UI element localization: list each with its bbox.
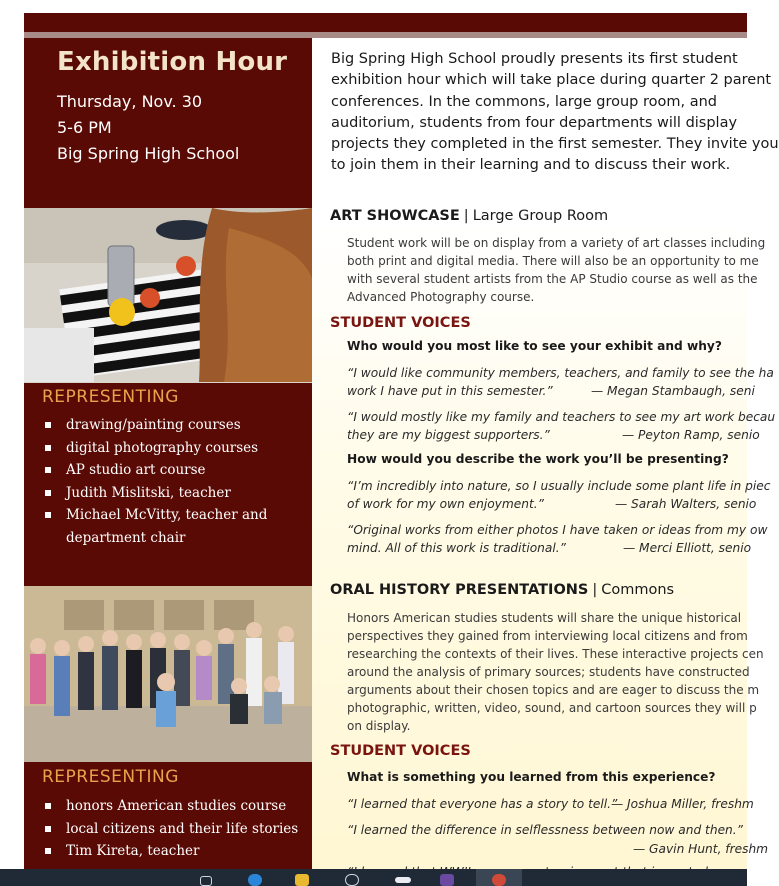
quote-text: “I learned that everyone has a story to tell.” (347, 797, 618, 811)
quote-attribution: — Gavin Hunt, freshm (633, 842, 769, 856)
list-item: local citizens and their life stories (42, 818, 304, 841)
separator: | (592, 582, 598, 598)
quote-text: work I have put in this semester.” (347, 384, 553, 398)
art-voices-heading: STUDENT VOICES (330, 315, 471, 331)
body-line: with several student artists from the AP Studio course as well as the (347, 272, 758, 286)
art-class-illustration (24, 208, 312, 382)
oral-section-place: Commons (601, 582, 675, 598)
body-line: perspectives they gained from interviewing local citizens and from (347, 629, 748, 643)
quote-attribution: — Peyton Ramp, senio (622, 428, 760, 442)
oral-section-title: ORAL HISTORY PRESENTATIONS (330, 582, 589, 598)
body-line: arguments about their chosen topics and are eager to discuss the m (347, 683, 760, 697)
event-date: Thursday, Nov. 30 (57, 92, 203, 111)
body-line: on display. (347, 719, 411, 733)
body-line: around the analysis of primary sources; students have constructed (347, 665, 750, 679)
body-line: Advanced Photography course. (347, 290, 535, 304)
title-block (24, 38, 312, 208)
list-item: digital photography courses (42, 437, 304, 460)
intro-line: to join them in their learning and to discuss their work. (331, 157, 731, 174)
list-item: drawing/painting courses (42, 414, 304, 437)
left-sidebar (24, 38, 312, 886)
body-line: Honors American studies students will share the unique historical (347, 611, 742, 625)
task-view-icon[interactable] (200, 876, 212, 886)
edge-browser-icon[interactable] (248, 874, 262, 886)
main-content (312, 38, 779, 886)
rep1-list (42, 414, 304, 549)
separator: | (463, 208, 469, 224)
quote-text: “I would mostly like my family and teachers to see my art work becau (347, 410, 776, 424)
file-explorer-icon[interactable] (295, 874, 309, 886)
quote-text: “I’m incredibly into nature, so I usually include some plant life in piec (347, 479, 771, 493)
oral-question-1: What is something you learned from this experience? (347, 770, 716, 784)
intro-line: exhibition hour which will take place during quarter 2 parent (331, 72, 772, 89)
quote-attribution: — Joshua Miller, freshm (611, 797, 754, 811)
rep2-heading: REPRESENTING (42, 767, 179, 787)
body-line: both print and digital media. There will also be an opportunity to me (347, 254, 759, 268)
event-location: Big Spring High School (57, 144, 240, 163)
art-section-body (347, 234, 765, 306)
quote-text: “Original works from either photos I have taken or ideas from my ow (347, 523, 768, 537)
group-photo (24, 586, 312, 762)
quote-text: “I learned the difference in selflessness between now and then.” (347, 823, 743, 837)
intro-line: projects they completed in the first semester. They invite you (331, 136, 779, 153)
art-section-heading (330, 208, 608, 224)
quote-attribution: — Megan Stambaugh, seni (591, 384, 755, 398)
quote-sarah (347, 477, 771, 513)
art-section-place: Large Group Room (472, 208, 609, 224)
event-time: 5-6 PM (57, 118, 112, 137)
active-app-icon[interactable] (492, 874, 506, 886)
intro-line: conferences. In the commons, large group room, and (331, 93, 717, 110)
intro-paragraph (331, 49, 779, 177)
rep1-heading: REPRESENTING (42, 387, 179, 407)
quote-text: of work for my own enjoyment.” (347, 497, 544, 511)
quote-joshua (347, 795, 767, 813)
art-question-1: Who would you most like to see your exhibit and why? (347, 339, 722, 353)
quote-attribution: — Merci Elliott, senio (623, 541, 752, 555)
list-item: honors American studies course (42, 795, 304, 818)
list-item-continued: department chair (66, 529, 186, 546)
list-item: Tim Kireta, teacher (42, 840, 304, 863)
art-class-photo (24, 208, 312, 382)
body-line: photographic, written, video, sound, and cartoon sources they will p (347, 701, 757, 715)
quote-text: mind. All of this work is traditional.” (347, 541, 566, 555)
page-title: Exhibition Hour (57, 47, 288, 77)
list-item: Judith Mislitski, teacher (42, 482, 304, 505)
quote-peyton (347, 408, 776, 444)
list-item: AP studio art course (42, 459, 304, 482)
mail-icon[interactable] (395, 877, 411, 883)
quote-text: they are my biggest supporters.” (347, 428, 550, 442)
oral-voices-heading: STUDENT VOICES (330, 743, 471, 759)
oral-section-heading (330, 582, 674, 598)
quote-megan (347, 364, 774, 400)
group-illustration (24, 586, 312, 762)
list-item: Michael McVitty, teacher and (42, 504, 304, 527)
store-icon[interactable] (345, 874, 359, 886)
intro-line: Big Spring High School proudly presents its first student (331, 51, 738, 67)
quote-merci (347, 521, 767, 557)
header-bar (24, 13, 747, 32)
taskbar (0, 869, 747, 886)
art-question-2: How would you describe the work you’ll be presenting? (347, 452, 729, 466)
art-section-title: ART SHOWCASE (330, 208, 460, 224)
rep2-list (42, 795, 304, 863)
body-line: Student work will be on display from a variety of art classes including (347, 236, 766, 250)
app-icon[interactable] (440, 874, 454, 886)
oral-section-body (347, 609, 764, 735)
intro-line: auditorium, students from four departments will display (331, 114, 738, 131)
quote-attribution: — Sarah Walters, senio (615, 497, 757, 511)
quote-gavin (347, 821, 769, 856)
body-line: researching the contexts of their lives. These interactive projects cen (347, 647, 764, 661)
quote-text: “I would like community members, teachers, and family to see the ha (347, 366, 774, 380)
